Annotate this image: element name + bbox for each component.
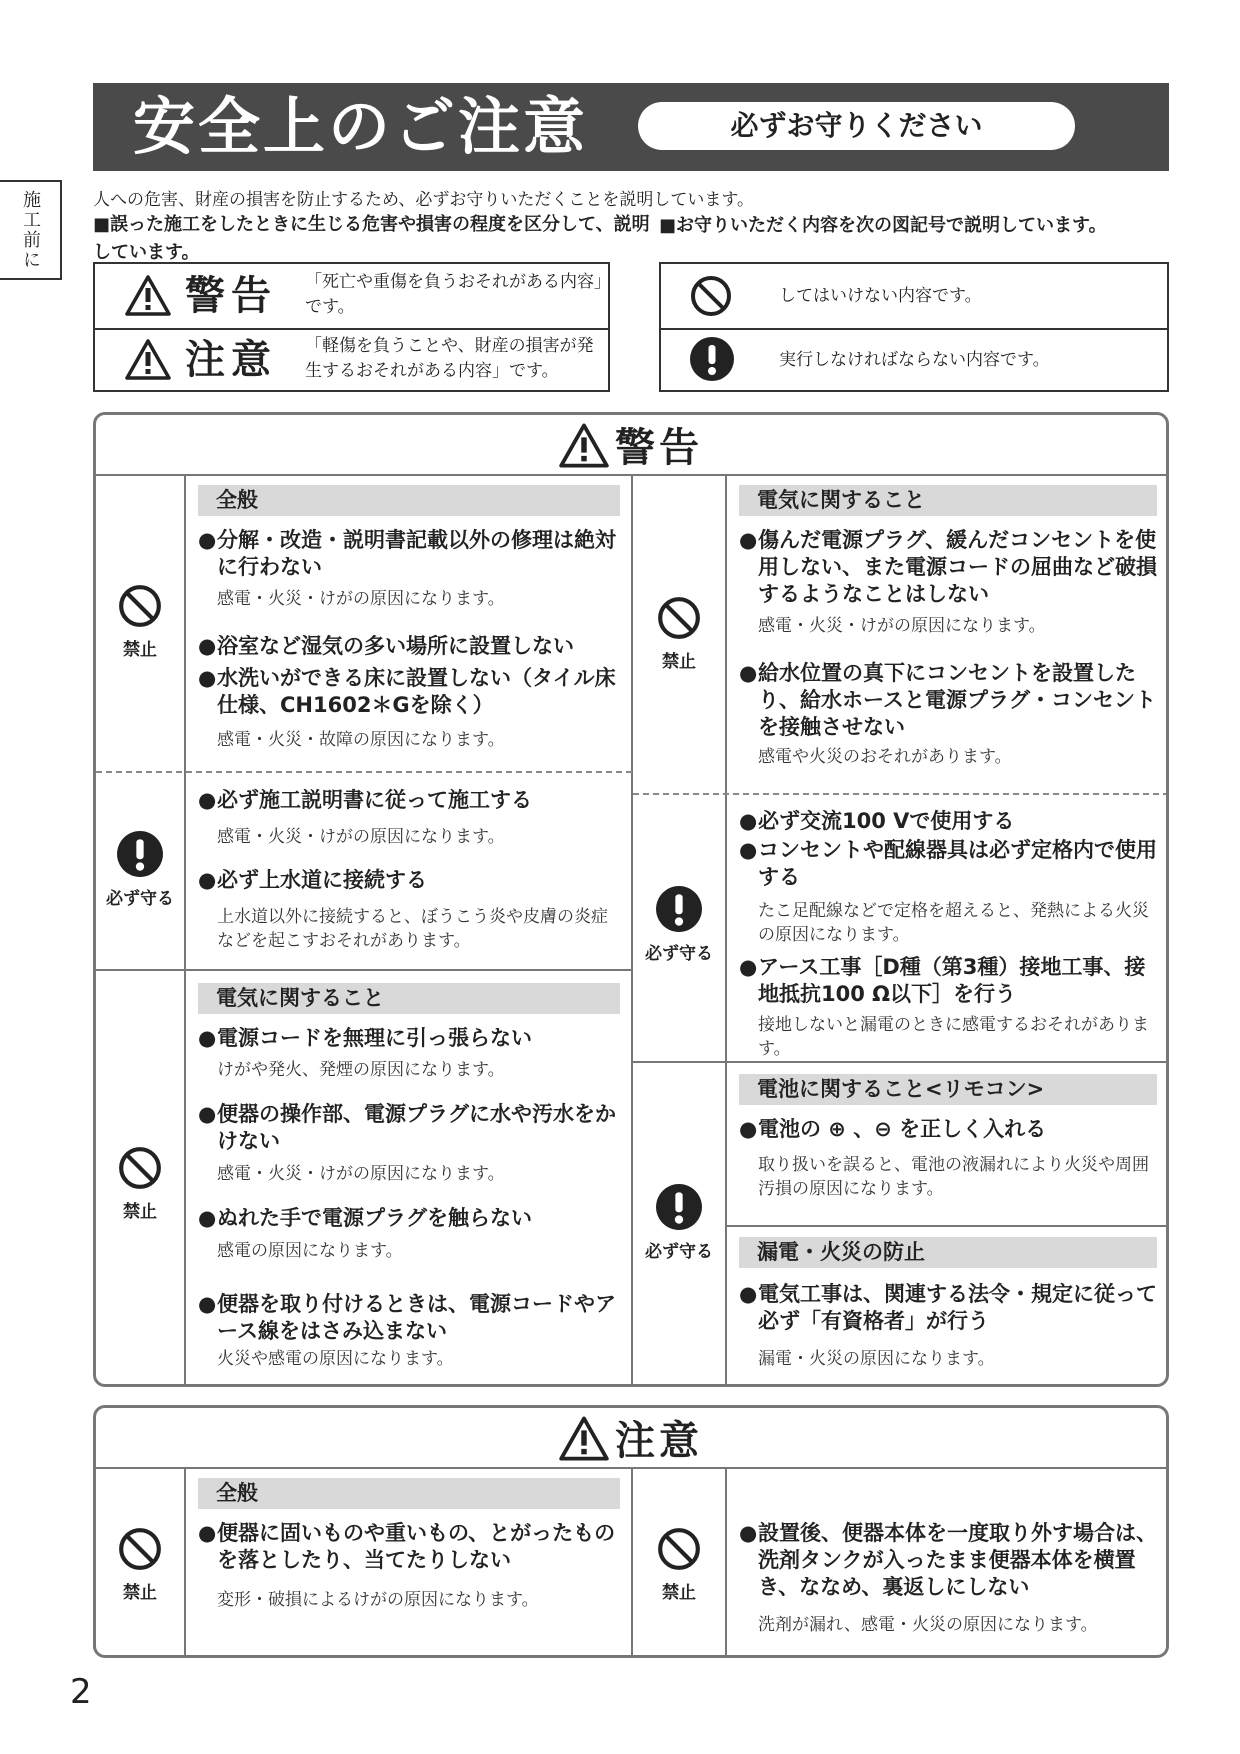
title-bar	[93, 83, 1169, 171]
prohibited-label: 禁止	[123, 640, 157, 660]
symbol-row-mandatory	[661, 328, 1167, 392]
warning-item: ● 電源コードを無理に引っ張らない	[198, 1026, 532, 1050]
prohibited-symbol	[96, 583, 184, 660]
warning-item: ● コンセントや配線器具は必ず定格内で使用する	[739, 838, 1157, 889]
symbol-desc-mandatory: 実行しなければならない内容です。	[779, 350, 1050, 370]
intro-text: 人への危害、財産の損害を防止するため、必ずお守りいただくことを説明しています。	[93, 190, 754, 210]
level-row-caution	[95, 328, 608, 392]
side-tab	[0, 180, 62, 280]
prohibited-label: 禁止	[662, 652, 696, 672]
warning-item: ● 分解・改造・説明書記載以外の修理は絶対に行わない	[198, 528, 616, 579]
prohibited-label: 禁止	[123, 1583, 157, 1603]
intro-symbols-text: ■お守りいただく内容を次の図記号で説明しています。	[659, 215, 1107, 236]
symbols-legend	[659, 262, 1169, 392]
warning-note: 感電・火災・故障の原因になります。	[217, 730, 505, 750]
warning-triangle-icon	[125, 274, 171, 316]
caution-note: 変形・破損によるけがの原因になります。	[217, 1590, 539, 1610]
warning-triangle-icon	[125, 338, 171, 380]
warning-item: ● 必ず上水道に接続する	[198, 868, 427, 892]
page-number: 2	[70, 1672, 92, 1712]
warning-panel-header	[96, 415, 1166, 476]
warning-note: 感電・火災・けがの原因になります。	[217, 1164, 505, 1184]
caution-note: 洗剤が漏れ、感電・火災の原因になります。	[758, 1615, 1098, 1635]
prohibited-symbol	[96, 1145, 184, 1222]
warning-note: 上水道以外に接続すると、ぼうこう炎や皮膚の炎症などを起こすおそれがあります。	[217, 907, 608, 951]
warning-item: ● 電池の ⊕ 、⊖ を正しく入れる	[739, 1117, 1047, 1141]
mandatory-icon	[655, 1183, 703, 1231]
warning-item: ● 必ず交流100 Vで使用する	[739, 809, 1015, 833]
category-electrical: 電気に関すること	[198, 983, 620, 1014]
side-tab-label: 施工前に	[20, 190, 41, 270]
warning-item: ● 傷んだ電源プラグ、緩んだコンセントを使用しない、また電源コードの屈曲など破損するようなことはしない	[739, 528, 1157, 606]
prohibited-icon	[117, 1526, 163, 1572]
warning-panel	[93, 412, 1169, 1387]
warning-triangle-icon	[559, 422, 609, 468]
symbol-row-prohibited	[661, 264, 1167, 330]
warning-item: ● ぬれた手で電源プラグを触らない	[198, 1206, 532, 1230]
warning-note: けがや発火、発煙の原因になります。	[217, 1060, 505, 1080]
prohibited-symbol	[633, 1526, 725, 1603]
level-desc-warning: 「死亡や重傷を負うおそれがある内容」です。	[305, 272, 603, 317]
level-word-warning: 警告	[185, 273, 277, 319]
mandatory-icon	[689, 336, 735, 382]
category-general: 全般	[198, 1478, 620, 1509]
mandatory-symbol	[633, 1183, 725, 1262]
category-general: 全般	[198, 485, 620, 516]
warning-item: ● 便器の操作部、電源プラグに水や汚水をかけない	[198, 1102, 616, 1153]
title-pill: 必ずお守りください	[638, 102, 1075, 150]
prohibited-symbol	[96, 1526, 184, 1603]
warning-item: ● 給水位置の真下にコンセントを設置したり、給水ホースと電源プラグ・コンセントを接触させない	[739, 661, 1156, 739]
prohibited-label: 禁止	[662, 1583, 696, 1603]
warning-note: 感電・火災・けがの原因になります。	[217, 827, 505, 847]
prohibited-icon	[656, 595, 702, 641]
warning-item: ● 浴室など湿気の多い場所に設置しない	[198, 634, 574, 658]
mandatory-symbol	[633, 885, 725, 964]
prohibited-icon	[656, 1526, 702, 1572]
caution-panel	[93, 1405, 1169, 1658]
level-desc-caution: 「軽傷を負うことや、財産の損害が発生するおそれがある内容」です。	[305, 336, 594, 381]
mandatory-symbol	[96, 830, 184, 909]
category-electrical: 電気に関すること	[739, 485, 1157, 516]
intro-levels-text: ■誤った施工をしたときに生じる危害や損害の程度を区分して、説明しています。	[93, 214, 650, 263]
warning-note: 接地しないと漏電のときに感電するおそれがあります。	[758, 1015, 1149, 1059]
warning-note: 火災や感電の原因になります。	[217, 1349, 454, 1369]
warning-note: 感電・火災・けがの原因になります。	[217, 589, 505, 609]
levels-legend	[93, 262, 610, 392]
prohibited-icon	[117, 583, 163, 629]
warning-note: 感電・火災・けがの原因になります。	[758, 616, 1046, 636]
warning-note: 感電や火災のおそれがあります。	[758, 747, 1012, 767]
page-title: 安全上のご注意	[133, 90, 589, 163]
caution-panel-header	[96, 1408, 1166, 1469]
mandatory-icon	[655, 885, 703, 933]
warning-note: たこ足配線などで定格を超えると、発熱による火災の原因になります。	[758, 901, 1149, 945]
warning-note: 感電の原因になります。	[217, 1241, 403, 1261]
warning-item: ● 必ず施工説明書に従って施工する	[198, 788, 532, 812]
warning-item: ● アース工事［D種（第3種）接地工事、接地抵抗100 Ω以下］を行う	[739, 955, 1146, 1006]
warning-note: 漏電・火災の原因になります。	[758, 1349, 995, 1369]
category-battery: 電池に関すること<リモコン>	[739, 1074, 1157, 1105]
warning-item: ● 水洗いができる床に設置しない（タイル床仕様、CH1602＊Gを除く）	[198, 666, 616, 717]
warning-triangle-icon	[559, 1415, 609, 1461]
level-row-warning	[95, 264, 608, 330]
mandatory-icon	[116, 830, 164, 878]
caution-item: ● 設置後、便器本体を一度取り外す場合は、洗剤タンクが入ったまま便器本体を横置き、ななめ、裏返しにしない	[739, 1521, 1157, 1599]
level-word-caution: 注意	[185, 337, 277, 383]
warning-heading: 警告	[615, 425, 703, 471]
warning-item: ● 電気工事は、関連する法令・規定に従って必ず「有資格者」が行う	[739, 1282, 1157, 1333]
caution-heading: 注意	[615, 1418, 703, 1464]
category-leakage: 漏電・火災の防止	[739, 1237, 1157, 1268]
mandatory-label: 必ず守る	[106, 889, 174, 909]
prohibited-label: 禁止	[123, 1202, 157, 1222]
warning-note: 取り扱いを誤ると、電池の液漏れにより火災や周囲汚損の原因になります。	[758, 1155, 1149, 1199]
prohibited-icon	[117, 1145, 163, 1191]
warning-item: ● 便器を取り付けるときは、電源コードやアース線をはさみ込まない	[198, 1292, 616, 1343]
mandatory-label: 必ず守る	[645, 1242, 713, 1262]
caution-item: ● 便器に固いものや重いもの、とがったものを落としたり、当てたりしない	[198, 1521, 616, 1572]
symbol-desc-prohibited: してはいけない内容です。	[779, 286, 982, 306]
mandatory-label: 必ず守る	[645, 944, 713, 964]
prohibited-icon	[689, 274, 733, 318]
prohibited-symbol	[633, 595, 725, 672]
